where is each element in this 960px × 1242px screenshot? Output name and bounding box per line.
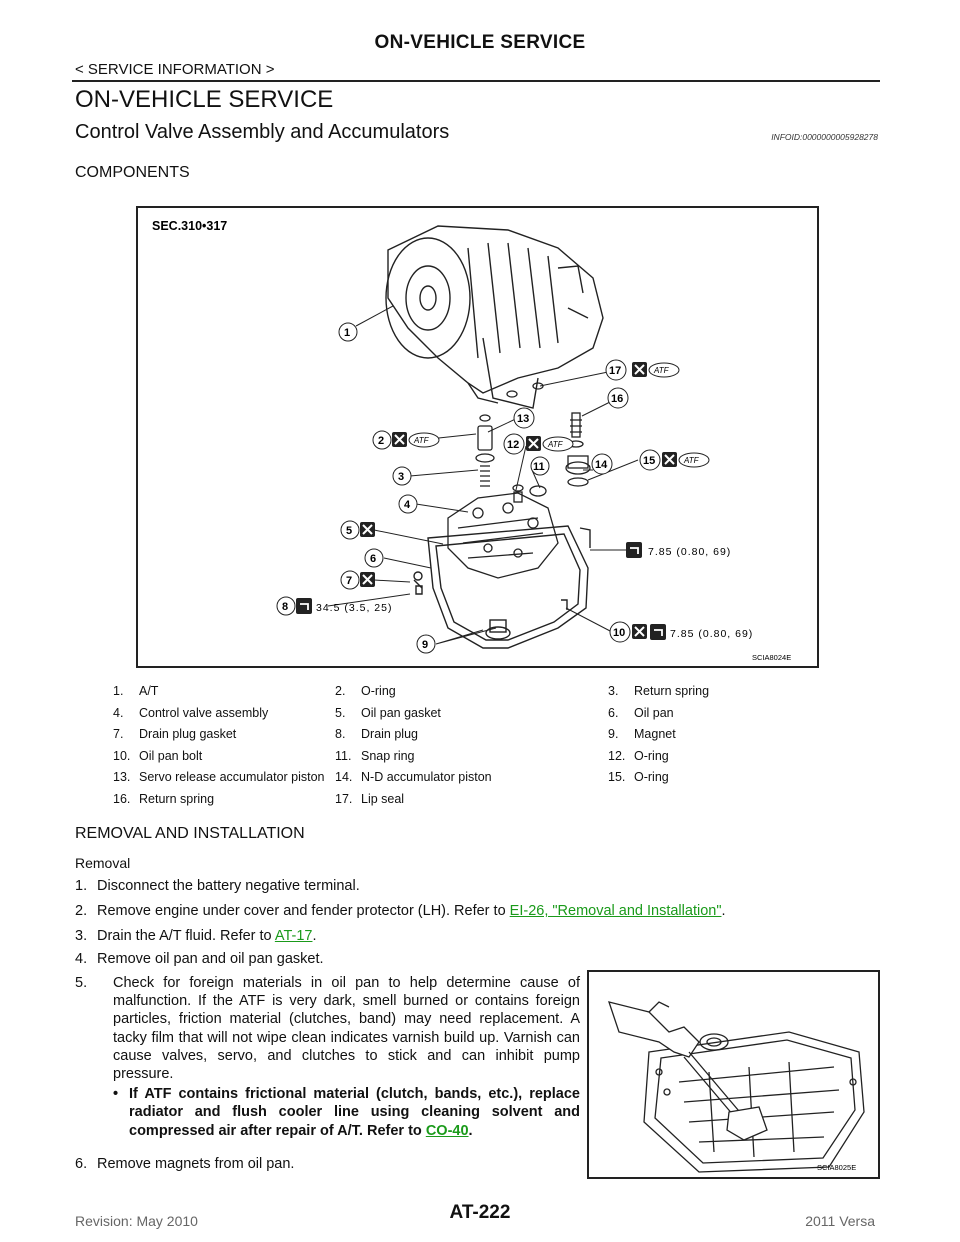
legend-number: 2. [335,684,346,698]
at-17-link[interactable]: AT-17 [274,928,313,944]
replace-icon [662,452,677,467]
legend-row [113,770,813,792]
ei-26-link[interactable]: EI-26, "Removal and Installation" [509,903,722,919]
oil-pan-illustration [414,526,590,648]
legend-number: 16. [113,791,131,806]
page-number: AT-222 [449,1202,511,1223]
svg-text:ATF: ATF [684,456,699,465]
atf-label-group [409,363,709,467]
legend-item [113,727,236,741]
callout-8 [277,597,295,615]
svg-text:16: 16 [611,393,624,405]
callout-3 [393,467,411,485]
figure-id: SCIA8024E [752,653,792,662]
breadcrumb: < SERVICE INFORMATION > [75,61,275,78]
legend-label: Control valve assembly [139,705,269,720]
svg-text:8: 8 [282,601,289,613]
replace-icon [632,362,647,377]
legend-label: Drain plug [361,727,418,742]
callout-14 [592,454,612,474]
replace-icon [360,522,375,537]
step-1: 1. Disconnect the battery negative terminal. [75,878,360,894]
components-diagram [136,206,819,668]
callout-9 [417,635,435,653]
torque-wrench-icon [296,598,312,614]
legend-item [113,684,158,698]
legend-item [335,749,415,763]
removal-heading: REMOVAL AND INSTALLATION [75,825,305,842]
legend-label: N-D accumulator piston [361,770,492,785]
legend-row [113,727,813,749]
legend-label: O-ring [634,748,669,763]
page-header-title: ON-VEHICLE SERVICE [374,32,586,53]
step-5: 5. Check for foreign materials in oil pan to help determine cause of malfunction. If the ATF is very dark, smell burned or contains foreign particles, friction material (clutches, band) may need replacement. A tacky film that will not wipe clean indicates varnish build up. Varnish can cause valves, servo, and clutches to stick and can inhibit pump pressure. • If ATF contains frictional material (clutch, bands, etc.), replace radiator and flush cooler line using cleaning solvent and compressed air after repair of A/T. Refer to CO-40. [75,975,580,1139]
legend-label: Return spring [139,791,215,806]
legend-item [113,792,214,806]
legend-row [113,792,813,814]
legend-item [335,727,418,741]
legend-number: 6. [608,705,619,720]
svg-text:4: 4 [404,499,411,511]
callout-16 [608,388,628,408]
replace-icon [392,432,407,447]
legend-number: 1. [113,684,124,698]
legend-label: Servo release accumulator piston [139,770,325,785]
legend-item [608,727,676,741]
revision-date: Revision: May 2010 [75,1213,198,1229]
legend-label: O-ring [361,684,396,698]
atf-badge [649,363,679,377]
callout-4 [399,495,417,513]
legend-number: 13. [113,770,131,785]
svg-text:6: 6 [370,553,377,565]
legend-label: Lip seal [361,791,405,806]
legend-number: 3. [608,684,619,698]
callout-6 [365,549,383,567]
step-4: 4. Remove oil pan and oil pan gasket. [75,951,324,967]
svg-text:ATF: ATF [654,366,669,375]
legend-number: 5. [335,705,346,720]
step-3: 3. Drain the A/T fluid. Refer to AT-17. [75,928,317,944]
svg-text:5: 5 [346,525,353,537]
svg-text:14: 14 [595,459,608,471]
replace-icon [360,572,375,587]
callout-17 [606,360,626,380]
legend-item [335,684,396,698]
torque-value: 7.85 (0.80, 69) [648,546,732,558]
replace-icon [632,624,647,639]
svg-text:17: 17 [609,365,622,377]
replace-icon [526,436,541,451]
legend-label: O-ring [634,770,669,785]
atf-badge [679,453,709,467]
section-subtitle: Control Valve Assembly and Accumulators [75,121,450,143]
legend-label: Oil pan [634,705,674,720]
hand-icon [609,1002,699,1057]
legend-number: 9. [608,727,619,742]
svg-text:9: 9 [422,639,429,651]
components-illustration [138,208,817,666]
removal-subheading: Removal [75,855,131,871]
legend-item [335,770,492,784]
torque-value: 7.85 (0.80, 69) [670,628,754,640]
legend-label: Oil pan gasket [361,705,441,720]
warning-bullet: • If ATF contains frictional material (clutch, bands, etc.), replace radiator and flush cooler line using cleaning solvent and compressed air after repair of A/T. Refer to CO-40. [113,1086,580,1139]
torque-wrench-icon [626,542,642,558]
header-divider [72,80,880,82]
legend-number: 14. [335,770,353,785]
model-year: 2011 Versa [805,1213,875,1229]
step-6: 6. Remove magnets from oil pan. [75,1156,295,1172]
step-2: 2. Remove engine under cover and fender protector (LH). Refer to EI-26, "Removal and Installation". [75,903,726,919]
svg-text:11: 11 [533,461,545,473]
info-id: INFOID:0000000005928278 [771,132,878,142]
legend-item [335,792,404,806]
callout-11 [531,457,549,475]
svg-text:13: 13 [517,413,530,425]
svg-text:7: 7 [346,575,353,587]
figure-id: SCIA8025E [817,1163,857,1172]
transaxle-illustration [386,226,603,408]
callout-13 [514,408,534,428]
legend-number: 7. [113,727,124,742]
oil-pan-inspection-illustration [589,972,878,1177]
legend-item [113,749,202,763]
components-legend [113,684,813,814]
callout-1 [339,323,357,341]
co-40-link[interactable]: CO-40 [425,1122,469,1139]
svg-text:1: 1 [344,327,351,339]
torque-value: 34.5 (3.5, 25) [316,602,393,614]
legend-label: Oil pan bolt [139,748,203,763]
legend-number: 11. [335,748,352,763]
section-title: ON-VEHICLE SERVICE [75,86,334,113]
svg-text:15: 15 [643,455,656,467]
legend-number: 8. [335,727,346,742]
legend-number: 10. [113,748,131,763]
svg-text:2: 2 [378,435,385,447]
svg-text:ATF: ATF [414,436,429,445]
leader-lines [328,306,638,644]
components-heading: COMPONENTS [75,164,190,181]
sec-label: SEC.310•317 [152,219,228,233]
callout-15 [640,450,660,470]
legend-row [113,749,813,771]
legend-row [113,706,813,728]
svg-text:3: 3 [398,471,405,483]
legend-item [335,706,441,720]
legend-label: Snap ring [361,748,415,763]
legend-item [113,770,325,784]
callout-2 [373,431,391,449]
legend-number: 17. [335,791,353,806]
torque-wrench-icon [650,624,666,640]
svg-text:12: 12 [507,439,520,451]
legend-item [608,706,674,720]
legend-label: Return spring [634,684,710,698]
oil-pan-inspection-figure [587,970,880,1179]
legend-item [113,706,268,720]
atf-badge [409,433,439,447]
legend-label: A/T [139,684,159,698]
legend-number: 4. [113,705,124,720]
legend-label: Drain plug gasket [139,727,237,742]
svg-text:10: 10 [613,627,626,639]
atf-badge [543,437,573,451]
legend-number: 12. [608,748,626,763]
legend-item [608,749,669,763]
callout-5 [341,521,359,539]
legend-label: Magnet [634,727,676,742]
legend-number: 15. [608,770,626,785]
callout-12 [504,434,524,454]
callout-10 [610,622,630,642]
callout-7 [341,571,359,589]
legend-row [113,684,813,706]
legend-item [608,684,709,698]
legend-item [608,770,669,784]
svg-text:ATF: ATF [548,440,563,449]
